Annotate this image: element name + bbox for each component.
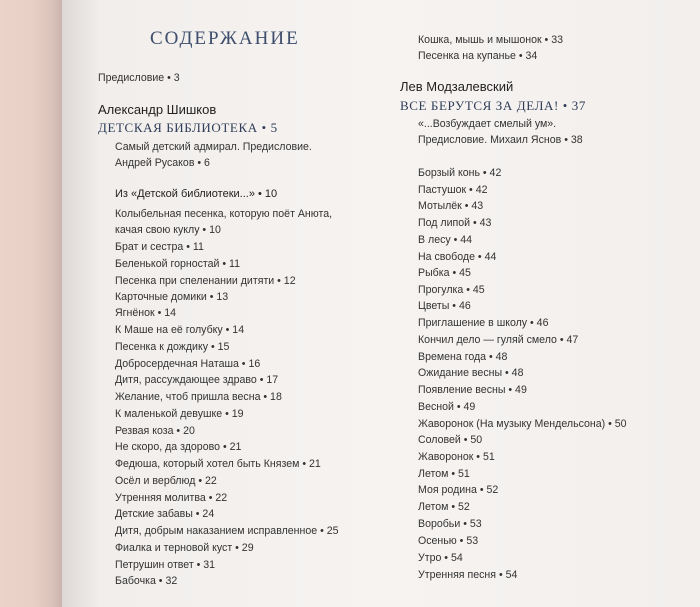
toc-entry[interactable]: К маленькой девушке • 19: [115, 408, 244, 420]
toc-entry[interactable]: Федюша, который хотел быть Князем • 21: [115, 458, 321, 470]
toc-entry[interactable]: Цветы • 46: [418, 300, 471, 312]
section-heading[interactable]: Из «Детской библиотеки...» • 10: [115, 188, 278, 200]
toc-entry[interactable]: Песенка на купанье • 34: [418, 50, 538, 62]
toc-entry[interactable]: Не скоро, да здорово • 21: [115, 441, 242, 453]
toc-entry[interactable]: Прогулка • 45: [418, 284, 485, 296]
toc-entry[interactable]: Весной • 49: [418, 401, 476, 413]
toc-entry[interactable]: Под липой • 43: [418, 217, 492, 229]
toc-entry[interactable]: Летом • 51: [418, 468, 470, 480]
toc-entry[interactable]: На свободе • 44: [418, 251, 497, 263]
toc-entry[interactable]: Дитя, добрым наказанием исправленное • 25: [115, 525, 339, 537]
toc-entry[interactable]: В лесу • 44: [418, 234, 473, 246]
toc-entry[interactable]: Утренняя молитва • 22: [115, 492, 228, 504]
preface-line-1: Самый детский адмирал. Предисловие.: [115, 141, 312, 153]
book-spine-edge: [0, 0, 62, 607]
toc-entry[interactable]: Детские забавы • 24: [115, 508, 215, 520]
toc-entry[interactable]: Кошка, мышь и мышонок • 33: [418, 34, 563, 46]
toc-entry[interactable]: Приглашение в школу • 46: [418, 317, 549, 329]
toc-entry[interactable]: Борзый конь • 42: [418, 167, 502, 179]
toc-entry[interactable]: Времена года • 48: [418, 351, 508, 363]
toc-entry[interactable]: Рыбка • 45: [418, 267, 471, 279]
toc-entry[interactable]: Карточные домики • 13: [115, 291, 229, 303]
toc-entry[interactable]: Песенка к дождику • 15: [115, 341, 230, 353]
toc-entry[interactable]: качая свою куклу • 10: [115, 224, 221, 236]
toc-entry[interactable]: Добросердечная Наташа • 16: [115, 358, 261, 370]
toc-entry[interactable]: К Маше на её голубку • 14: [115, 324, 245, 336]
toc-entry[interactable]: Дитя, рассуждающее здраво • 17: [115, 374, 279, 386]
toc-entry[interactable]: Воробьи • 53: [418, 518, 482, 530]
toc-entry[interactable]: Пастушок • 42: [418, 184, 488, 196]
toc-entry[interactable]: Петрушин ответ • 31: [115, 559, 216, 571]
toc-entry[interactable]: Появление весны • 49: [418, 384, 527, 396]
toc-entry[interactable]: Жаворонок (На музыку Мендельсона) • 50: [418, 418, 627, 430]
toc-entry[interactable]: Желание, чтоб пришла весна • 18: [115, 391, 282, 403]
toc-entry[interactable]: Летом • 52: [418, 501, 470, 513]
toc-heading: СОДЕРЖАНИЕ: [150, 28, 300, 49]
book-title[interactable]: ДЕТСКАЯ БИБЛИОТЕКА • 5: [98, 120, 278, 135]
author-name: Александр Шишков: [98, 102, 217, 117]
preface-line-2[interactable]: Андрей Русаков • 6: [115, 157, 210, 169]
toc-preface[interactable]: Предисловие • 3: [98, 72, 180, 84]
toc-entry[interactable]: Ожидание весны • 48: [418, 367, 524, 379]
toc-entry[interactable]: Брат и сестра • 11: [115, 241, 204, 253]
toc-entry: Колыбельная песенка, которую поёт Анюта,: [115, 208, 333, 220]
toc-entry[interactable]: Осёл и верблюд • 22: [115, 475, 217, 487]
toc-entry[interactable]: Беленькой горностай • 11: [115, 258, 241, 270]
preface-line-2[interactable]: Предисловие. Михаил Яснов • 38: [418, 134, 583, 146]
toc-entry[interactable]: Утренняя песня • 54: [418, 569, 518, 581]
book-title[interactable]: ВСЕ БЕРУТСЯ ЗА ДЕЛА! • 37: [400, 98, 586, 113]
toc-entry[interactable]: Утро • 54: [418, 552, 463, 564]
toc-entry[interactable]: Соловей • 50: [418, 434, 483, 446]
toc-entry[interactable]: Жаворонок • 51: [418, 451, 495, 463]
toc-entry[interactable]: Ягнёнок • 14: [115, 307, 177, 319]
toc-entry[interactable]: Мотылёк • 43: [418, 200, 484, 212]
toc-entry[interactable]: Моя родина • 52: [418, 484, 499, 496]
toc-entry[interactable]: Бабочка • 32: [115, 575, 178, 587]
toc-entry[interactable]: Осенью • 53: [418, 535, 479, 547]
toc-entry[interactable]: Резвая коза • 20: [115, 425, 195, 437]
toc-entry[interactable]: Фиалка и терновой куст • 29: [115, 542, 254, 554]
toc-entry[interactable]: Песенка при спеленании дитяти • 12: [115, 275, 296, 287]
author-name: Лев Модзалевский: [400, 79, 514, 94]
preface-line-1: «...Возбуждает смелый ум».: [418, 118, 557, 130]
toc-entry[interactable]: Кончил дело — гуляй смело • 47: [418, 334, 579, 346]
